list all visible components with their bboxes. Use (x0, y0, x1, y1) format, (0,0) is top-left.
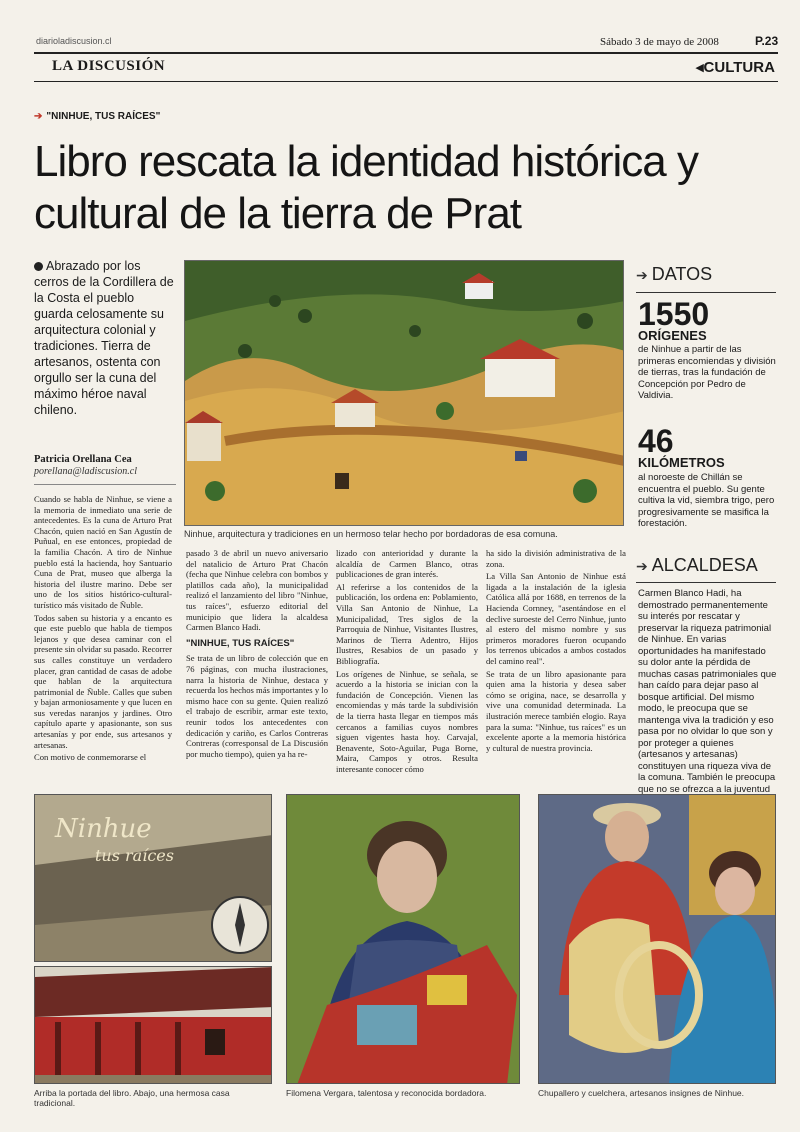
cover-title-2: tus raíces (95, 846, 174, 865)
article-column-2 (186, 548, 328, 788)
photo-caption-left: Arriba la portada del libro. Abajo, una hermosa casa tradicional. (34, 1088, 230, 1108)
paragraph: lizado con anterioridad y durante la alcaldía de Carmen Blanco, otras publicaciones de gran interés. (336, 548, 478, 580)
page-number: P.23 (755, 34, 779, 48)
article-column-3 (336, 548, 478, 788)
stat-km-number: 46 (638, 423, 674, 459)
stat-origins-label: ORÍGENES (638, 328, 707, 343)
paragraph: Los orígenes de Ninhue, se señala, se acuerdo a la historia se inician con la fundación de Concepción. Vienen las encomiendas y más tarde la subdivisión de la tierra hasta llegar en tiempos más cercanos a familias cuyos nombres siguen vigentes hasta hoy. Carvajal, Benavente, Soto-Aguilar, Puga Borne, Maira, Campos y otros. Resulta interesante conocer cómo (336, 668, 478, 774)
kicker (34, 111, 160, 122)
paragraph: Se trata de un libro de colección que en 76 páginas, con mucha ilustraciones, narra la historia de Ninhue, destaca y recuerda los hechos más importantes y lo mismo hace con su gente. Quien realizó el trabajo de escribir, armar este texto, reunir todos los antecedentes con dedicación y cariño, es Carlos Contreras Contreras (corresponsal de La Discusión por mucho tiempo), quien ya ha re- (186, 653, 328, 759)
stat-origins-text: de Ninhue a partir de las primeras encomiendas y división de tierras, tras la fundación de Concepción por Pedro de Valdivia. (638, 344, 776, 401)
embroiderer-illustration (287, 795, 520, 1084)
arrow-icon: ◂ (696, 59, 704, 76)
subhead: "NINHUE, TUS RAÍCES" (186, 637, 295, 649)
author-email: porellana@ladiscusion.cl (34, 466, 137, 477)
paragraph: Se trata de un libro apasionante para quien ama la historia y desea saber cómo se origina, nace, se desarrolla y vive una comunidad determinada. La ilustración merece también elogio. Raya para la suma: "Ninhue, tus raíces" es un excelente aporte a la memoria histórica y cultural de nuestra provincia. (486, 668, 626, 753)
masthead: LA DISCUSIÓN (52, 58, 166, 74)
artisans-illustration (539, 795, 776, 1084)
stat-km-text: al noroeste de Chillán se encuentra el pueblo. Su gente cultiva la vid, siembra trigo, pero progresivamente se masifica la forestación. (638, 472, 775, 529)
house-illustration (35, 967, 272, 1084)
issue-date: Sábado 3 de mayo de 2008 (600, 36, 719, 48)
book-cover-illustration (35, 795, 272, 962)
header-rule (34, 52, 778, 54)
lead-text: Abrazado por los cerros de la Cordillera de la Costa el pueblo guarda celosamente su arquitectura colonial y tradiciones. Tierra de artesanos, ostenta con orgullo ser la cuna del máximo héroe naval chileno. (34, 259, 174, 417)
section-label (696, 58, 775, 76)
arrow-icon: ➔ (636, 267, 648, 283)
datos-heading (636, 264, 712, 285)
embroiderer-photo (286, 794, 520, 1084)
arrow-icon: ➔ (34, 111, 43, 122)
tapestry-illustration (185, 261, 624, 526)
cover-title-1: Ninhue (55, 814, 152, 844)
house-photo (34, 966, 272, 1084)
paragraph: Al referirse a los contenidos de la publicación, los ordena en: Poblamiento, Villa San Antonio de Ninhue, La Municipalidad, Tres siglos de la Parroquia de Ninhue, Visitantes Ilustres, Marinos de Tierra Adentro, Hijos Ilustres, Resabios de un pasado y Bibliografía. (336, 581, 478, 666)
tapestry-caption: Ninhue, arquitectura y tradiciones en un hermoso telar hecho por bordadoras de esa comuna. (184, 529, 558, 539)
article-column-1 (34, 494, 172, 788)
stat-origins-number: 1550 (638, 296, 710, 332)
book-cover-photo (34, 794, 272, 962)
paragraph: Cuando se habla de Ninhue, se viene a la memoria de inmediato una serie de antecedentes. Es la cuna de Arturo Prat Chacón, quien nació en San Agustín de Puñual, en ese entonces, propiedad de la familia Chacón. A tiro de Ninhue pueblo está la hacienda, hoy Santuario Cuna de Prat, museo que alberga la historia del ilustre marino. Debe ser uno de los sitios histórico-cultural-turístico más visitado de Ñuble. (34, 494, 172, 610)
byline-rule (34, 484, 176, 485)
arrow-icon: ➔ (636, 558, 648, 574)
section-name: CULTURA (703, 59, 775, 76)
bullet-icon (34, 262, 43, 271)
lead-paragraph (34, 258, 174, 418)
alcaldesa-text: Carmen Blanco Hadi, ha demostrado permanentemente su interés por rescatar y preservar la riqueza patrimonial de Ninhue. En varias oportunidades ha manifestado su dolor ante la pérdida de muchas casas patrimoniales que han caído para dejar paso al bosque artificial. Del mismo modo, le preocupa que se mantenga viva la tradición y eso pasa por no olvidar lo que son y por proteger a quienes (artesanos y artesanas) constituyen una riqueza viva de la comuna. También le preocupa que no se ofrezca a la juventud (638, 588, 777, 795)
header-rule-bottom (34, 81, 778, 82)
alcaldesa-rule (636, 582, 776, 583)
photo-caption-middle: Filomena Vergara, talentosa y reconocida bordadora. (286, 1088, 487, 1098)
paragraph: Todos saben su historia y a encanto es que este pueblo que habla de tiempos lejanos y que desea caminar con el presente sin olvidar su pasado. Recorrer sus calles constituye un verdadero placer, gran cantidad de casas de adobe que hablan de la arquitectura patrimonial de Ñuble. Calles que suben y bajan armoniosamente y que lucen en sus veredas naranjos y jardines. Otro capítulo aparte y apasionante, son sus artesanías y por ende, sus artesanos y artesanas. (34, 612, 172, 750)
artisans-photo (538, 794, 776, 1084)
stat-km-label: KILÓMETROS (638, 455, 725, 470)
alcaldesa-title: ALCALDESA (651, 555, 758, 575)
author: Patricia Orellana Cea (34, 454, 132, 465)
site-url: diarioladiscusion.cl (36, 36, 112, 46)
paragraph: pasado 3 de abril un nuevo aniversario del natalicio de Arturo Prat Chacón (fecha que Ninhue celebra con bombos y platillos cada año), la municipalidad realizó el lanzamiento del libro "Ninhue, tus raíces", esfuerzo editorial del municipio que lidera la alcaldesa Carmen Blanco Hadi. (186, 548, 328, 633)
kicker-text: "NINHUE, TUS RAÍCES" (46, 111, 161, 122)
tapestry-photo (184, 260, 624, 526)
paragraph: La Villa San Antonio de Ninhue está ligada a la instalación de la iglesia Católica allá por 1688, en terrenos de la Hacienda Cornney, "asentándose en el declive suroeste del Cerro Ninhue, junto al estero del mismo nombre y sus primeros moradores fueron ocupando los terrenos ubicados a ambos costados del camino real". (486, 571, 626, 666)
datos-title: DATOS (651, 264, 713, 284)
headline: Libro rescata la identidad histórica y cultural de la tierra de Prat (34, 137, 698, 238)
paragraph: ha sido la división administrativa de la zona. (486, 548, 626, 569)
alcaldesa-heading (636, 555, 758, 576)
datos-rule (636, 292, 776, 293)
photo-caption-right: Chupallero y cuelchera, artesanos insignes de Ninhue. (538, 1088, 745, 1098)
article-column-4 (486, 548, 626, 788)
paragraph: Con motivo de conmemorarse el (34, 752, 147, 763)
